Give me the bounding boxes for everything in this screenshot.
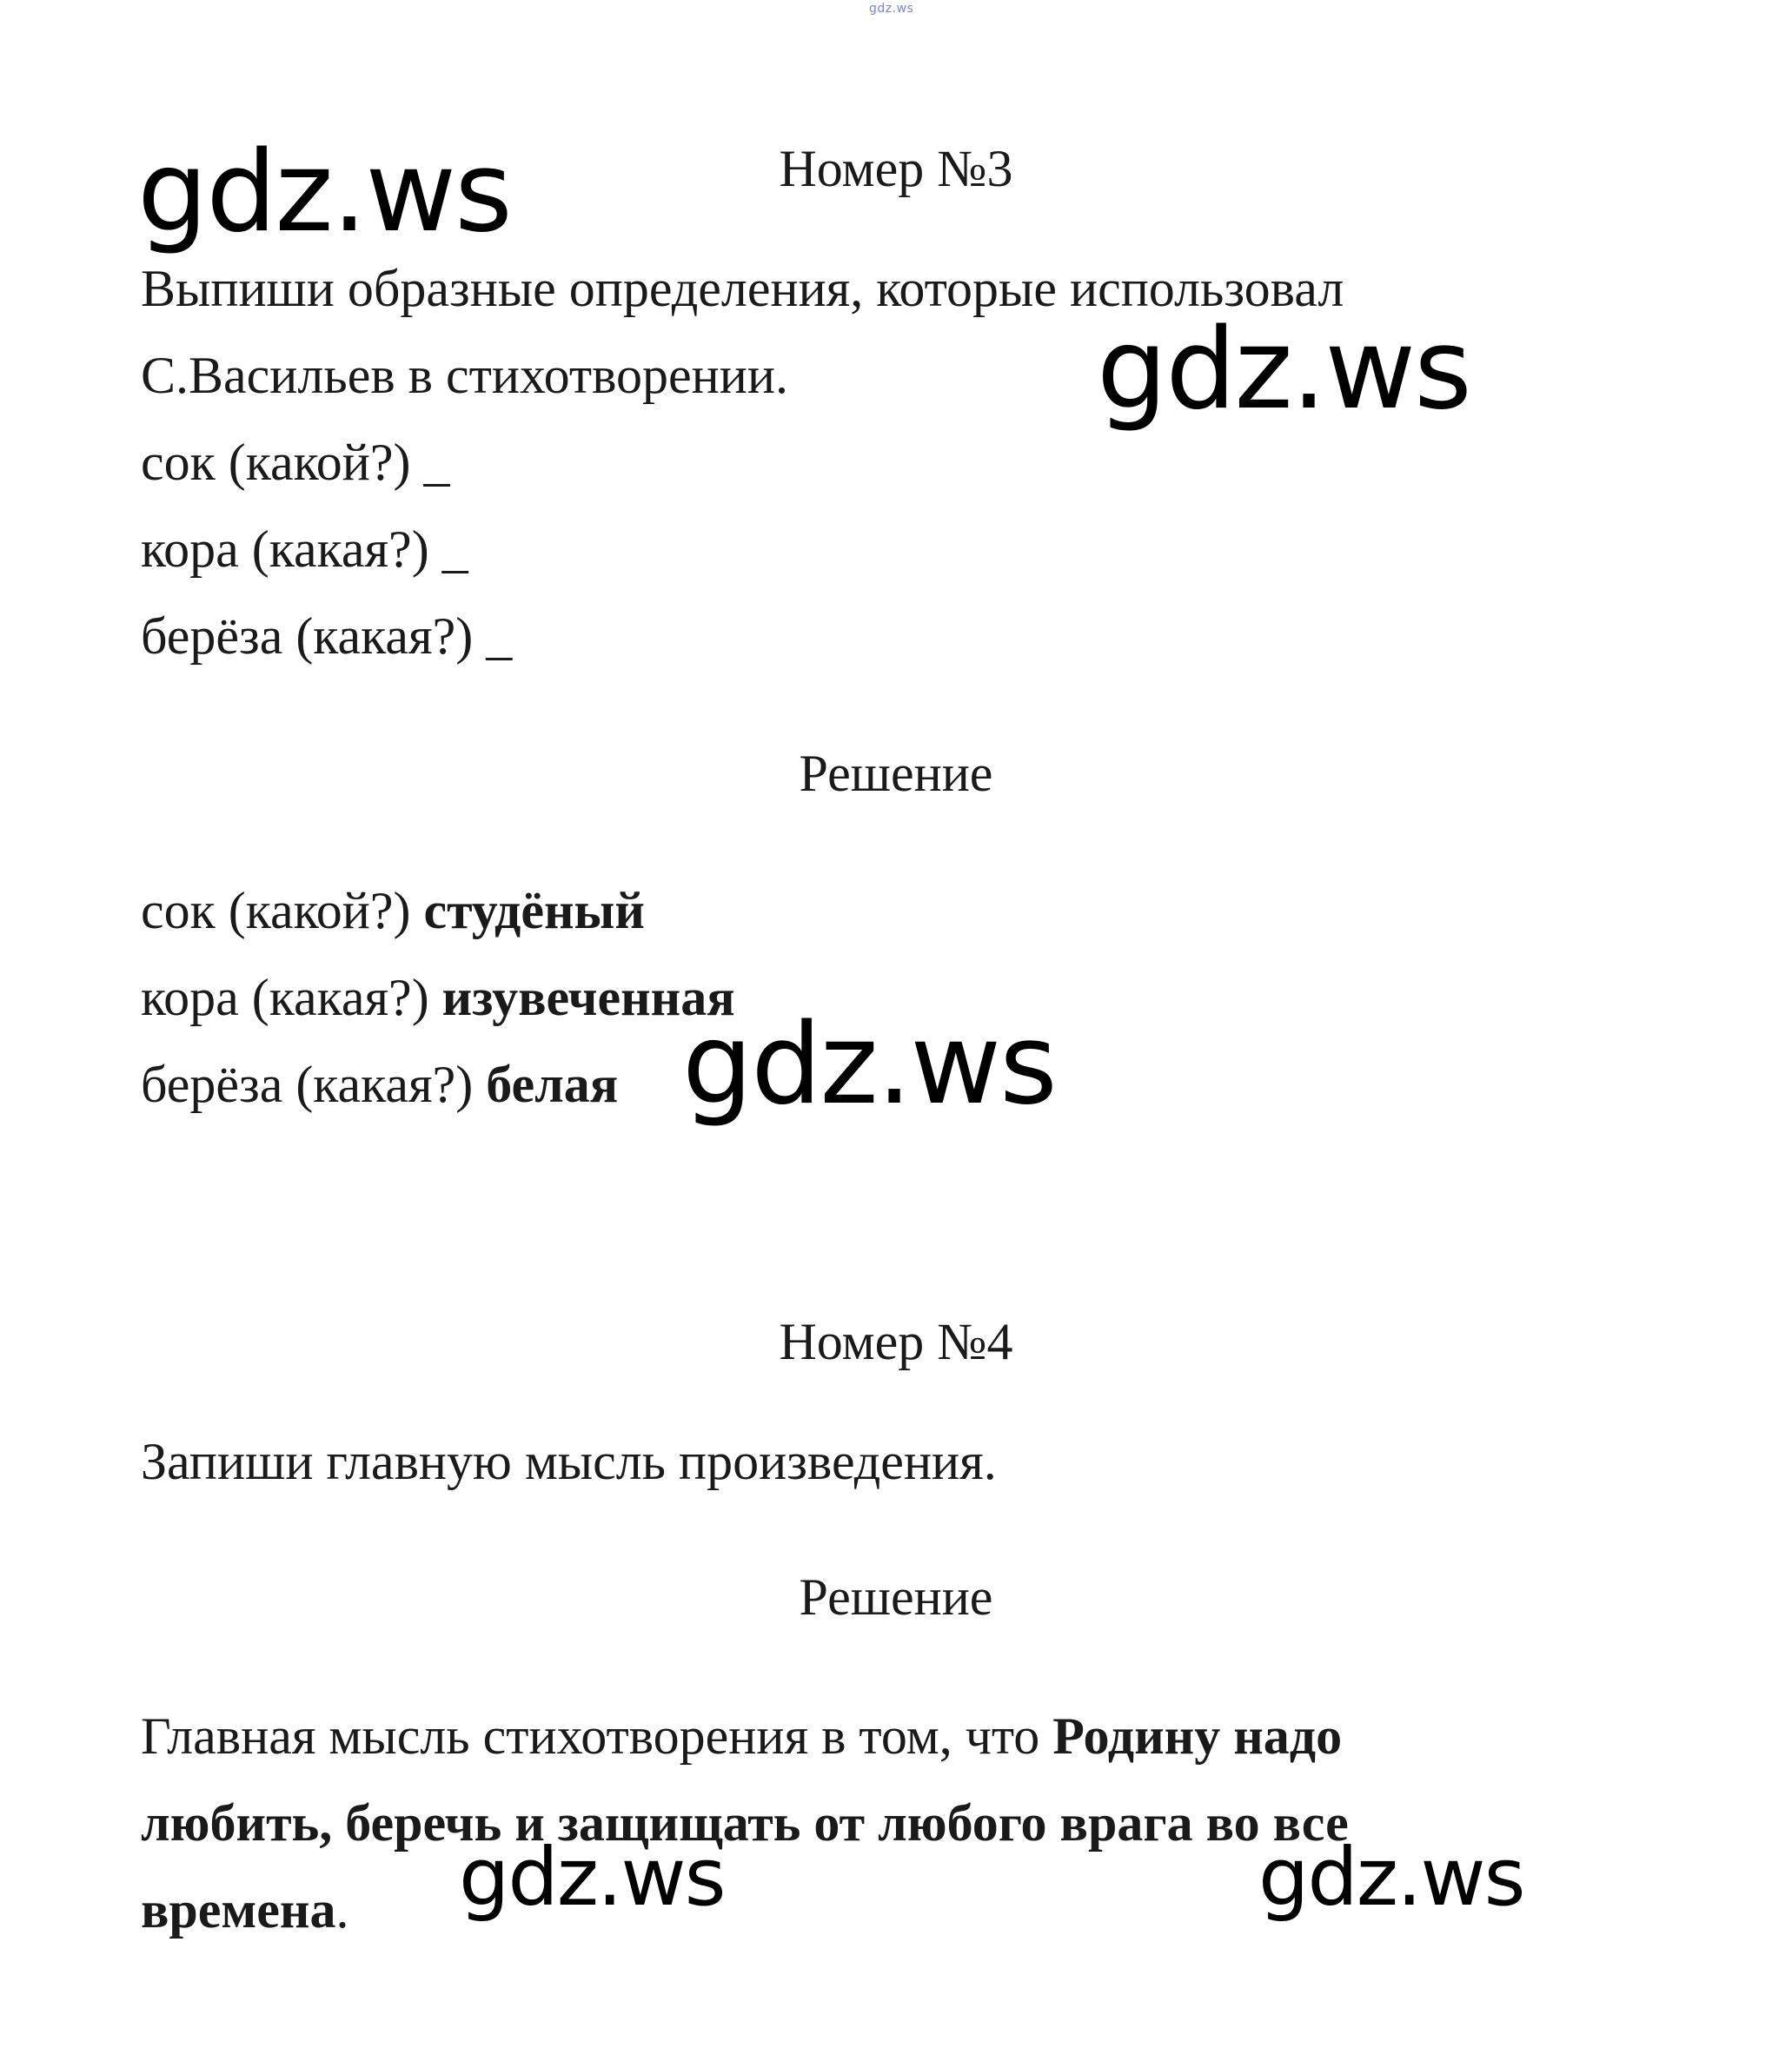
task3-question-line2: С.Васильев в стихотворении. <box>141 347 788 404</box>
answer-period: . <box>335 1881 349 1939</box>
task4-answer-line1 <box>141 1707 1343 1765</box>
answer-prefix: сок (какой?) <box>141 882 424 939</box>
watermark-logo: gdz.ws <box>137 128 511 257</box>
task3-solution-heading: Решение <box>799 745 993 802</box>
task4-answer-line3 <box>141 1881 349 1939</box>
answer-emphasis: Родину надо <box>1052 1707 1343 1765</box>
watermark-logo: gdz.ws <box>682 1000 1056 1130</box>
watermark-logo: gdz.ws <box>1097 305 1470 434</box>
task3-question-line1: Выпиши образные определения, которые использовал <box>141 260 1344 317</box>
answer-text: Главная мысль стихотворения в том, что <box>141 1707 1053 1765</box>
task3-heading: Номер №3 <box>779 140 1013 197</box>
task4-question: Запиши главную мысль произведения. <box>141 1433 997 1490</box>
answer-value: белая <box>486 1056 619 1113</box>
task3-blank-1: сок (какой?) _ <box>141 434 450 491</box>
answer-prefix: берёза (какая?) <box>141 1056 487 1113</box>
answer-emphasis: любить, беречь и защищать от любого врага во все <box>141 1794 1349 1852</box>
task4-answer-line2 <box>141 1794 1349 1852</box>
answer-value: изувеченная <box>441 969 735 1026</box>
task3-blank-3: берёза (какая?) _ <box>141 607 513 665</box>
header-watermark: gdz.ws <box>869 2 914 16</box>
answer-emphasis: времена <box>141 1881 336 1939</box>
task4-solution-heading: Решение <box>799 1568 993 1626</box>
task3-answer-2 <box>141 971 735 1024</box>
answer-prefix: кора (какая?) <box>141 969 442 1026</box>
task3-blank-2: кора (какая?) _ <box>141 520 468 578</box>
task3-answer-1 <box>141 882 645 939</box>
watermark-logo: gdz.ws <box>459 1831 725 1924</box>
answer-value: студёный <box>423 882 645 939</box>
task3-answer-3 <box>141 1056 619 1113</box>
watermark-logo: gdz.ws <box>1258 1831 1524 1924</box>
task4-heading: Номер №4 <box>779 1313 1013 1370</box>
